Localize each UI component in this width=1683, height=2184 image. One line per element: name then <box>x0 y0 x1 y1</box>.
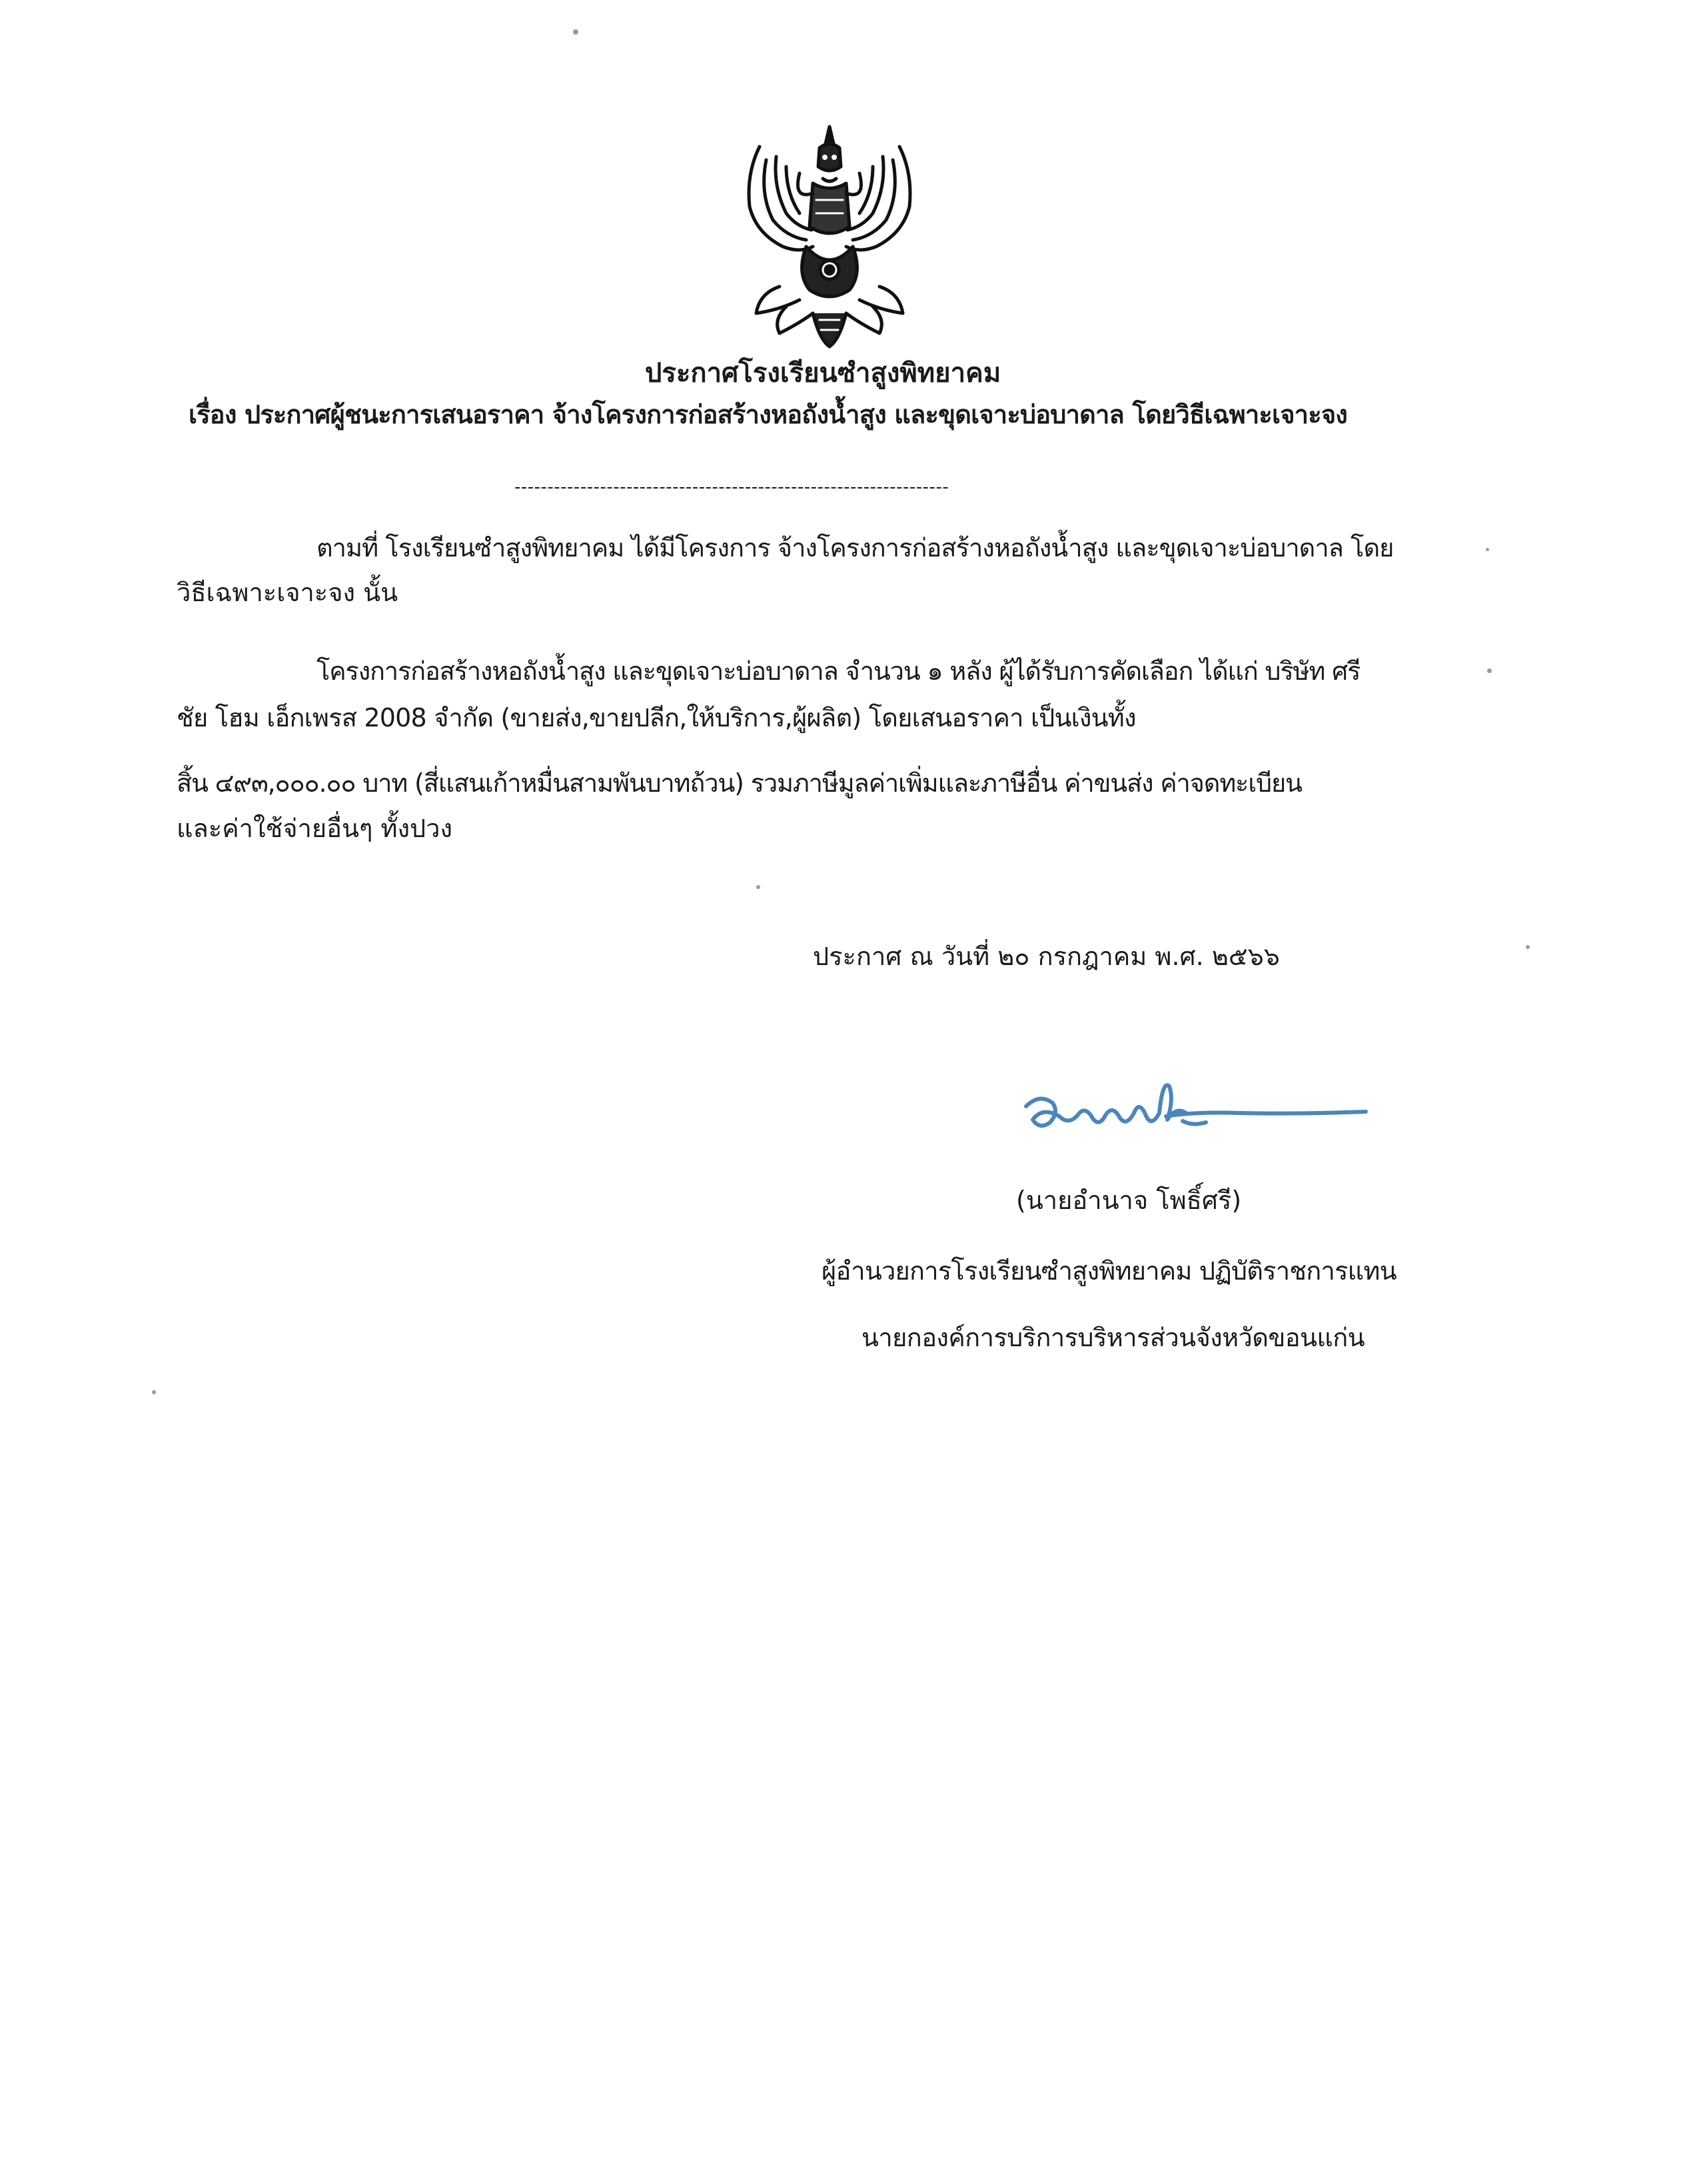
paragraph-2-line-3: สิ้น ๔๙๓,๐๐๐.๐๐ บาท (สี่แสนเก้าหมื่นสามพันบาทถ้วน) รวมภาษีมูลค่าเพิ่มและภาษีอื่น ค่าขนส่ง ค่าจดทะเบียน <box>177 768 1302 798</box>
scan-speck <box>756 885 760 889</box>
paragraph-1-line-2: วิธีเฉพาะเจาะจง นั้น <box>177 578 398 607</box>
scan-speck <box>573 29 578 35</box>
subject-line: เรื่อง ประกาศผู้ชนะการเสนอราคา จ้างโครงการก่อสร้างหอถังน้ำสูง และขุดเจาะบ่อบาดาล โดยวิธีเฉพาะเจาะจง <box>189 400 1348 429</box>
page-title: ประกาศโรงเรียนซำสูงพิทยาคม <box>645 358 1001 389</box>
signatory-position-line-1: ผู้อำนวยการโรงเรียนซำสูงพิทยาคม ปฏิบัติราชการแทน <box>822 1256 1397 1286</box>
paragraph-2-line-1: โครงการก่อสร้างหอถังน้ำสูง และขุดเจาะบ่อบาดาล จำนวน ๑ หลัง ผู้ได้รับการคัดเลือก ได้แก่ บริษัท ศรี <box>316 656 1361 686</box>
signatory-position-line-2: นายกองค์การบริการบริหารส่วนจังหวัดขอนแก่น <box>861 1323 1365 1352</box>
scan-speck <box>152 1390 156 1394</box>
separator-dashes: ------------------------------------------------------------------ <box>514 477 949 497</box>
announcement-date: ประกาศ ณ วันที่ ๒๐ กรกฎาคม พ.ศ. ๒๕๖๖ <box>813 942 1280 971</box>
paragraph-2-line-4: และค่าใช้จ่ายอื่นๆ ทั้งปวง <box>177 814 453 843</box>
signatory-name: (นายอำนาจ โพธิ์ศรี) <box>1016 1186 1242 1215</box>
scan-speck <box>1487 668 1492 673</box>
scan-speck <box>1526 945 1530 949</box>
paragraph-2-line-2: ชัย โฮม เอ็กเพรส 2008 จำกัด (ขายส่ง,ขายปลีก,ให้บริการ,ผู้ผลิต) โดยเสนอราคา เป็นเงินทั้ง <box>177 703 1136 732</box>
paragraph-1-line-1: ตามที่ โรงเรียนซำสูงพิทยาคม ได้มีโครงการ จ้างโครงการก่อสร้างหอถังน้ำสูง และขุดเจาะบ่อบาดาล โดย <box>316 533 1394 562</box>
scan-speck <box>1486 548 1489 551</box>
